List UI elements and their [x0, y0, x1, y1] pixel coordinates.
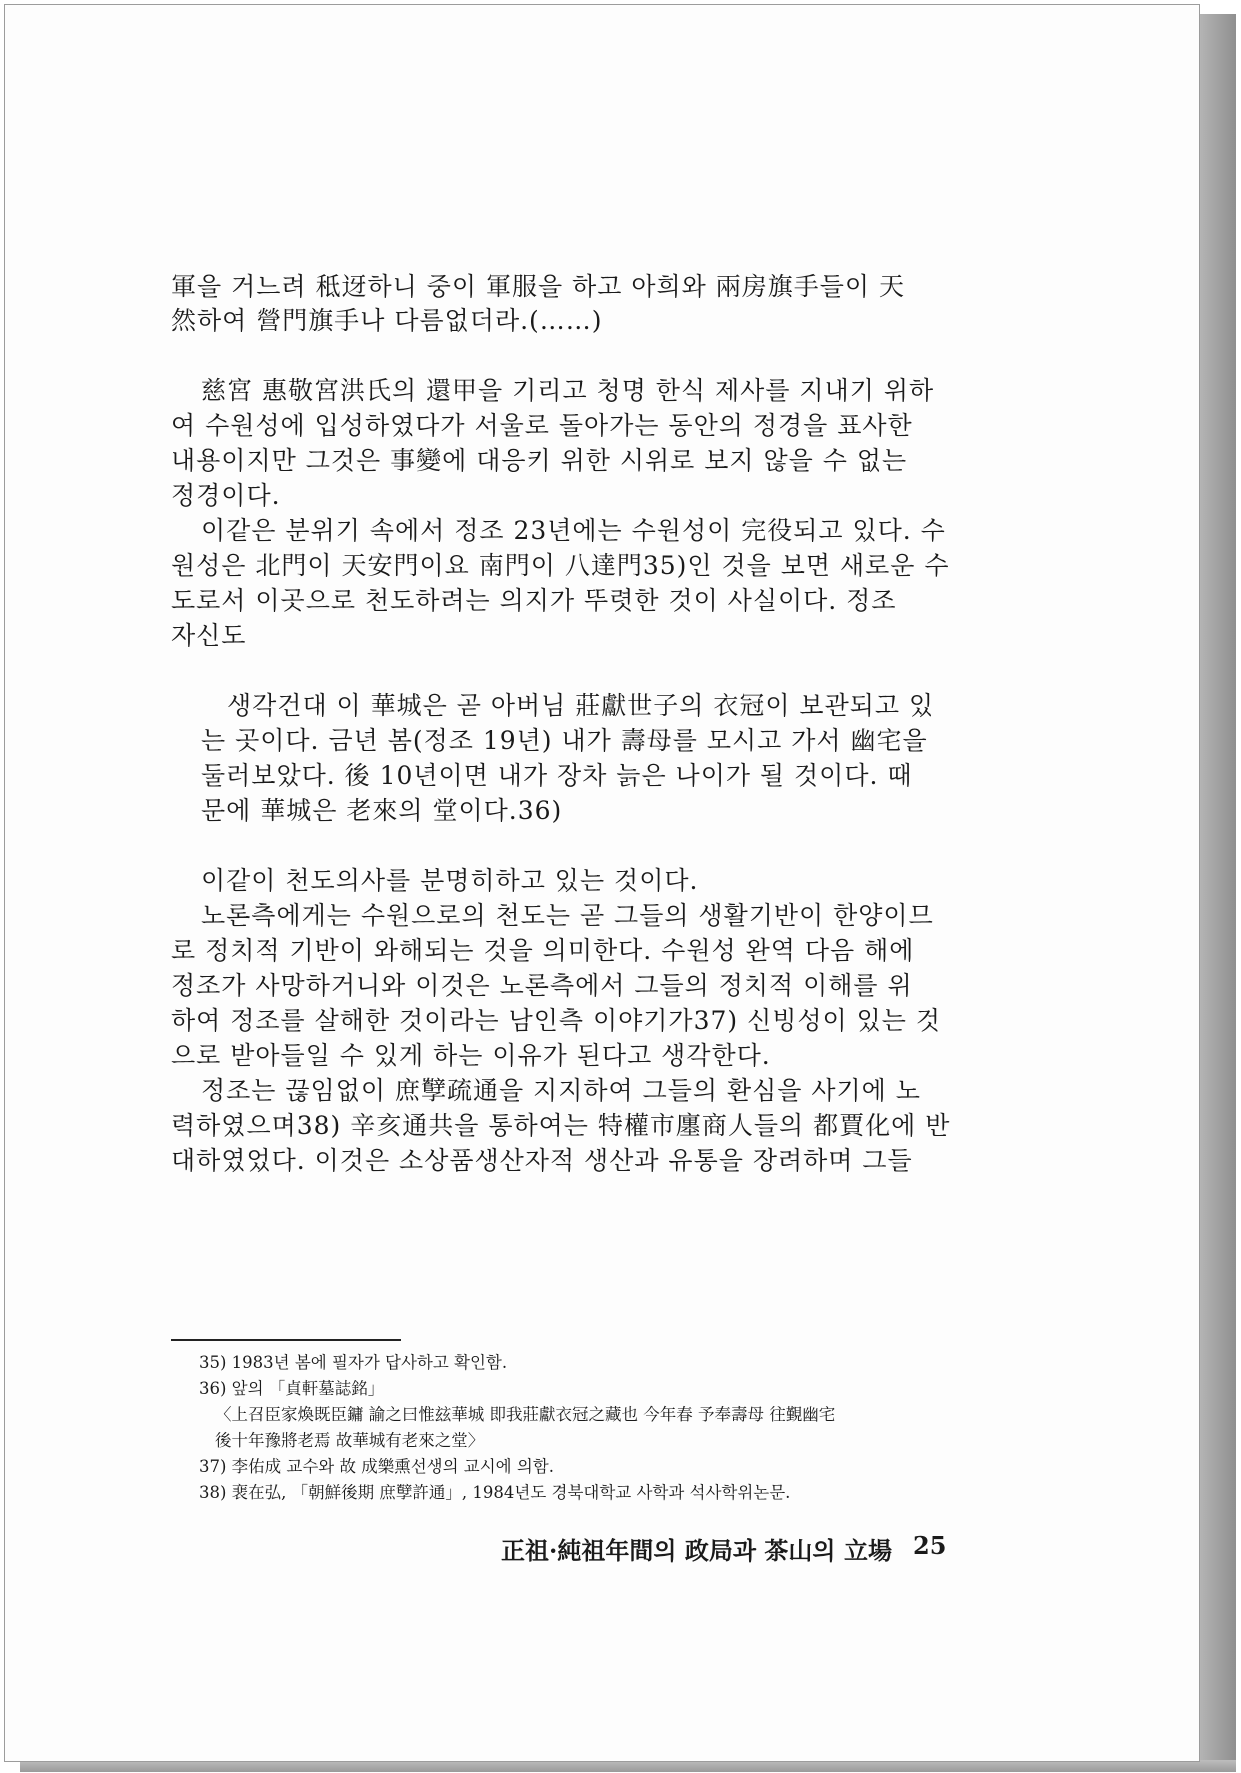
body-line: 으로 받아들일 수 있게 하는 이유가 된다고 생각한다.: [171, 1041, 771, 1070]
page-number: 25: [913, 1531, 947, 1560]
footnote: 37) 李佑成 교수와 故 成樂熏선생의 교시에 의함.: [199, 1457, 554, 1476]
body-line: 력하였으며38) 辛亥通共을 통하여는 特權市廛商人들의 都賈化에 반: [171, 1111, 951, 1140]
footnote: 38) 裵在弘, 「朝鮮後期 庶孼許通」, 1984년도 경북대학교 사학과 석사학위논문.: [199, 1483, 791, 1502]
quote-line: 생각건대 이 華城은 곧 아버님 莊獻世子의 衣冠이 보관되고 있: [227, 691, 935, 720]
footnote-divider: [171, 1339, 401, 1341]
footnote-quote: 後十年豫將老焉 故華城有老來之堂〉: [215, 1431, 485, 1450]
body-line: 도로서 이곳으로 천도하려는 의지가 뚜렷한 것이 사실이다. 정조: [171, 586, 897, 615]
body-line: 로 정치적 기반이 와해되는 것을 의미한다. 수원성 완역 다음 해에: [171, 936, 915, 965]
body-line: 자신도: [171, 621, 247, 650]
body-line: 하여 정조를 살해한 것이라는 남인측 이야기가37) 신빙성이 있는 것: [171, 1006, 942, 1035]
quote-line: 는 곳이다. 금년 봄(정조 19년) 내가 壽母를 모시고 가서 幽宅을: [201, 726, 928, 755]
running-head: 正祖·純祖年間의 政局과 茶山의 立場: [501, 1536, 892, 1565]
body-line: 여 수원성에 입성하였다가 서울로 돌아가는 동안의 정경을 표사한: [171, 411, 913, 440]
document-page: [4, 4, 1200, 1762]
body-line: 내용이지만 그것은 事變에 대응키 위한 시위로 보지 않을 수 없는: [171, 446, 908, 475]
body-line: 정조는 끊임없이 庶孼疏通을 지지하여 그들의 환심을 사기에 노: [201, 1076, 921, 1105]
footnote: 36) 앞의 「貞軒墓誌銘」: [199, 1379, 385, 1398]
body-line: 이같은 분위기 속에서 정조 23년에는 수원성이 完役되고 있다. 수: [201, 516, 946, 545]
quote-line: 軍을 거느려 秪迓하니 중이 軍服을 하고 아희와 兩房旗手들이 天: [171, 272, 905, 301]
body-line: 원성은 北門이 天安門이요 南門이 八達門35)인 것을 보면 새로운 수: [171, 551, 950, 580]
body-line: 慈宮 惠敬宮洪氏의 還甲을 기리고 청명 한식 제사를 지내기 위하: [201, 376, 935, 405]
body-line: 이같이 천도의사를 분명히하고 있는 것이다.: [201, 866, 699, 895]
page-shadow-right: [1200, 14, 1236, 1764]
body-line: 정경이다.: [171, 481, 281, 510]
body-line: 노론측에게는 수원으로의 천도는 곧 그들의 생활기반이 한양이므: [201, 901, 934, 930]
footnote: 35) 1983년 봄에 필자가 답사하고 확인함.: [199, 1353, 508, 1372]
quote-line: 둘러보았다. 後 10년이면 내가 장차 늙은 나이가 될 것이다. 때: [201, 761, 913, 790]
quote-line: 然하여 營門旗手나 다름없더라.(……): [171, 306, 603, 335]
body-line: 대하였었다. 이것은 소상품생산자적 생산과 유통을 장려하며 그들: [171, 1146, 913, 1175]
body-line: 정조가 사망하거니와 이것은 노론측에서 그들의 정치적 이해를 위: [171, 971, 913, 1000]
footnote-quote: 〈上召臣家煥既臣鏞 諭之曰惟玆華城 即我莊獻衣冠之藏也 今年春 予奉壽母 往覲幽宅: [215, 1405, 836, 1424]
quote-line: 문에 華城은 老來의 堂이다.36): [201, 796, 563, 825]
